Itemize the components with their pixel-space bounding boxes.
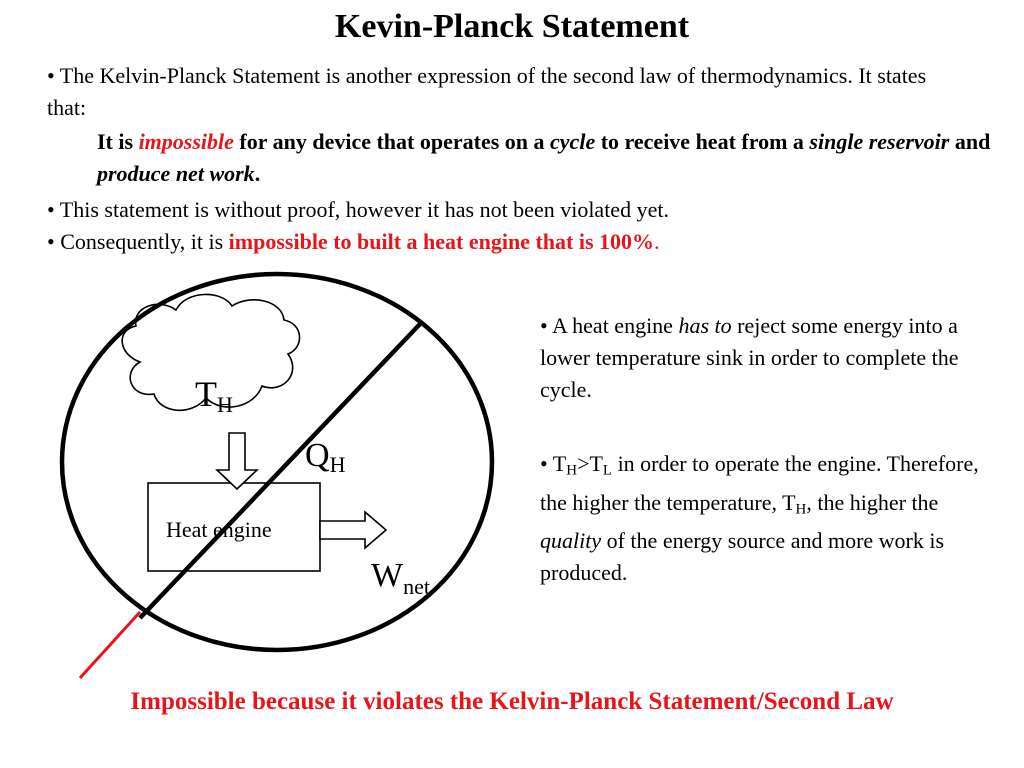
note1-rest: reject some energy into a lower temperature sink in order to complete the cycle. (540, 313, 959, 402)
quote-net-work: produce net work (97, 161, 255, 186)
note-reject-energy (540, 310, 980, 406)
red-pointer-line (80, 612, 140, 678)
consequently-emphasis: impossible to built a heat engine that is 100% (228, 229, 655, 254)
bullet-statement-intro: • The Kelvin-Planck Statement is another expression of the second law of thermodynamics. It states that: (47, 63, 927, 120)
w-main: W (371, 557, 404, 594)
note2-bullet: • T (540, 451, 567, 476)
note-temperature (540, 448, 980, 589)
note2-mid2: , the higher the (806, 489, 939, 515)
heat-in-arrow (217, 433, 257, 489)
footer-conclusion: Impossible because it violates the Kelvin-Planck Statement/Second Law (130, 688, 894, 715)
quote-part: for any device that operates on a (233, 129, 551, 154)
page-title: Kevin-Planck Statement (334, 8, 690, 45)
wnet-label (371, 557, 430, 599)
kelvin-planck-quote (97, 126, 997, 190)
consequently-prefix: • Consequently, it is (47, 229, 229, 254)
th-sub: H (217, 392, 233, 417)
note2-sub-h2: H (795, 501, 807, 518)
th-main: T (195, 374, 217, 414)
quote-part: to receive heat from a (595, 129, 810, 154)
quote-part: It is (97, 129, 139, 154)
bullet-consequently (47, 226, 947, 258)
qh-sub: H (329, 452, 346, 477)
quote-single-reservoir: single reservoir (809, 129, 950, 154)
note2-sub-l: L (602, 462, 613, 479)
note2-end: of the energy source and more work is produced. (540, 528, 945, 586)
qh-main: Q (305, 437, 330, 474)
quote-part: and (949, 129, 991, 154)
th-label (195, 374, 233, 417)
quote-impossible: impossible (138, 129, 234, 154)
note2-quality: quality (540, 528, 602, 554)
qh-label (305, 437, 346, 477)
note1-bullet: • A heat engine (540, 313, 679, 338)
heat-engine-label: Heat engine (166, 517, 272, 542)
quote-cycle: cycle (550, 129, 596, 154)
heat-engine-diagram (0, 270, 520, 690)
note2-mid: in order to operate the engine. Therefore, the higher the temperature, T (540, 451, 979, 515)
consequently-suffix: . (654, 229, 660, 254)
note1-emphasis: has to (678, 313, 732, 338)
quote-part: . (254, 161, 261, 186)
work-out-arrow (320, 512, 386, 548)
note2-sub-h: H (566, 462, 578, 479)
bullet-no-proof: • This statement is without proof, however it has not been violated yet. (47, 197, 669, 222)
note2-gt: >T (577, 451, 603, 476)
w-sub: net (403, 574, 430, 599)
